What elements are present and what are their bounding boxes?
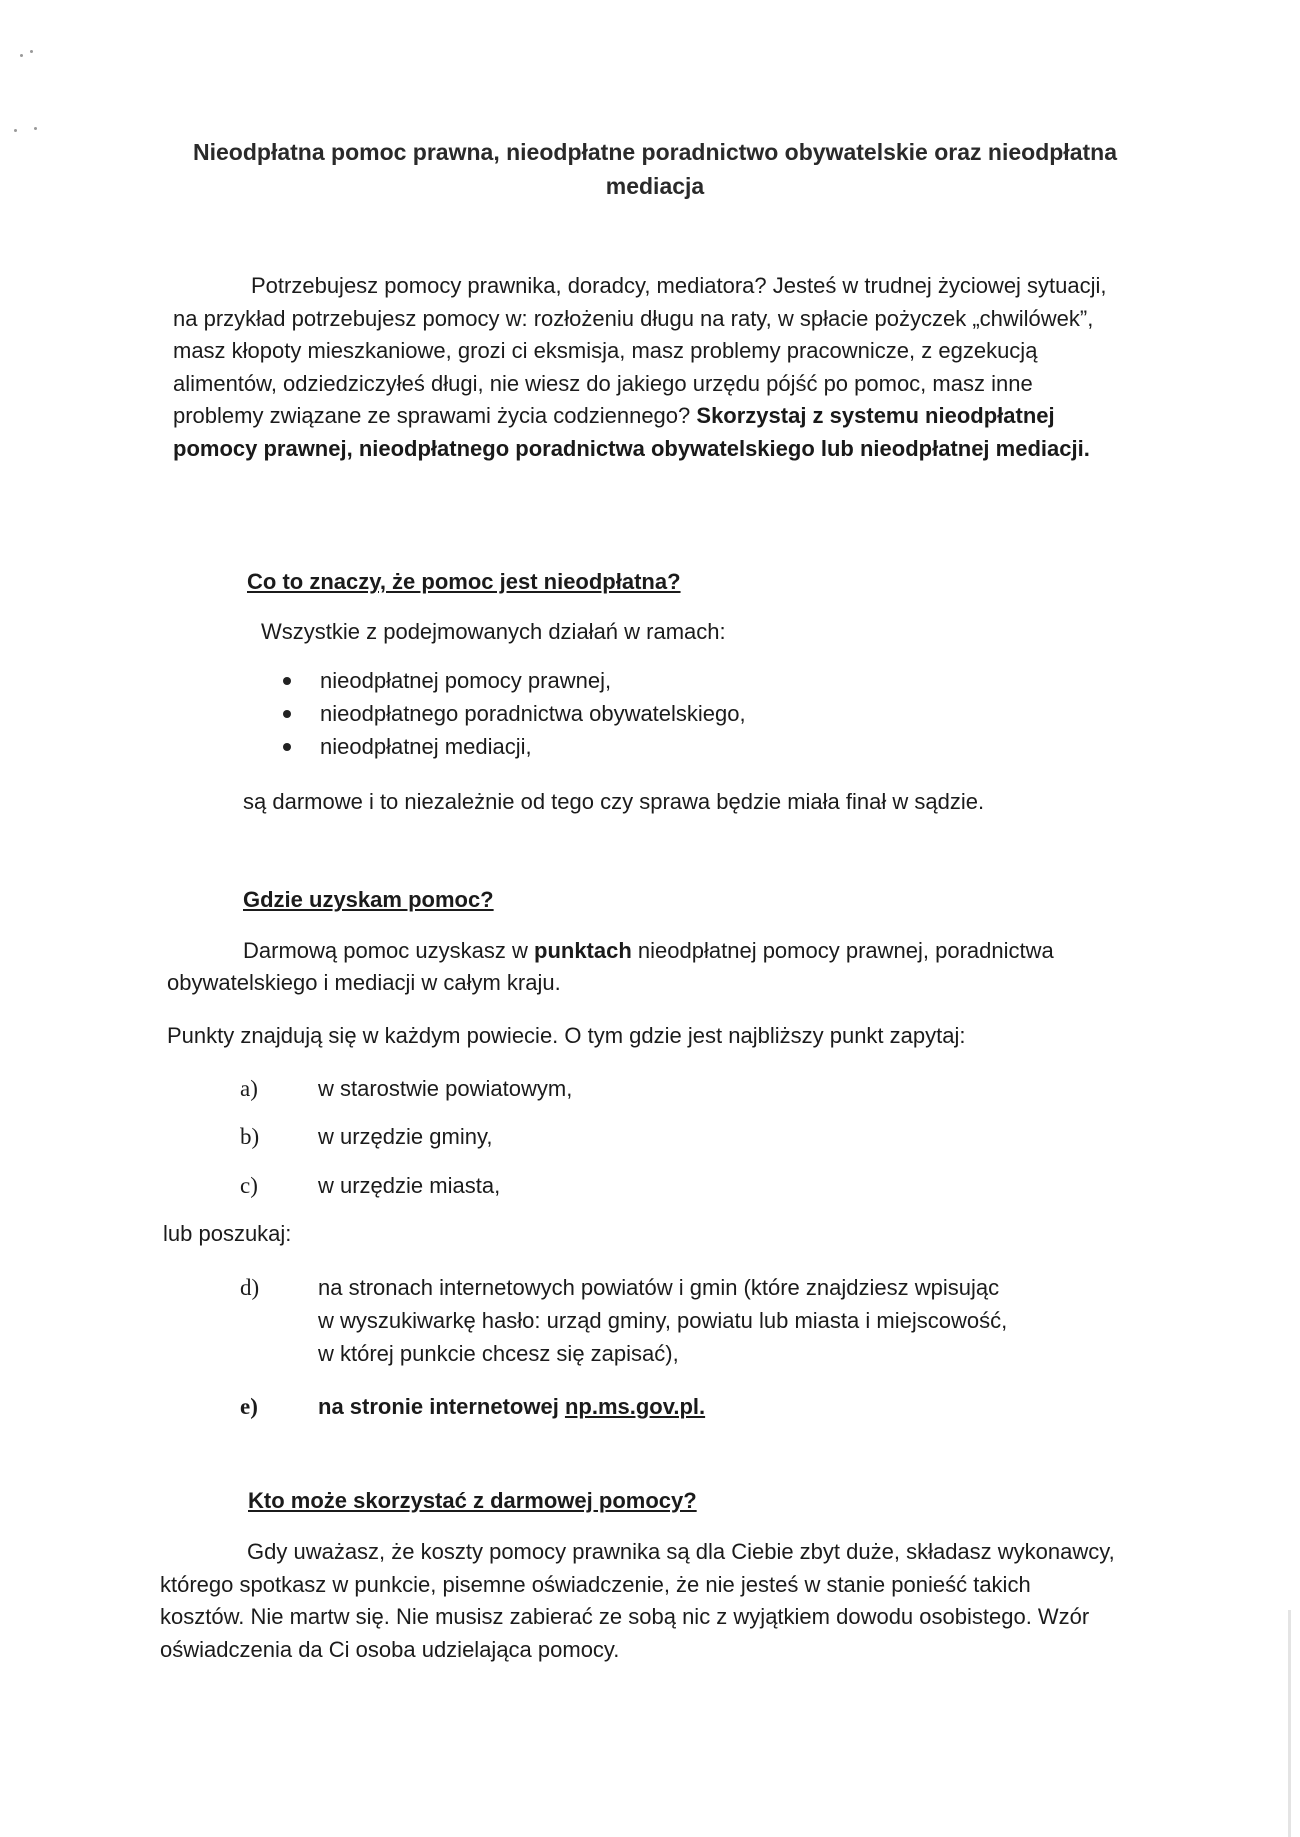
document-title [170, 135, 1140, 203]
list-item [283, 730, 746, 763]
website-link[interactable]: np.ms.gov.pl. [564, 1394, 706, 1419]
list-item-text: nieodpłatnej pomocy prawnej, [320, 668, 612, 693]
list-marker: b) [240, 1124, 260, 1149]
scan-edge [1288, 1610, 1291, 1837]
location-item-d [240, 1271, 1140, 1371]
intro-paragraph [173, 270, 1113, 465]
location-item-e-content [318, 1390, 705, 1423]
section-heading-free-help: Co to znaczy, że pomoc jest nieodpłatna? [247, 569, 681, 594]
location-item-d-line-2: w wyszukiwarkę hasło: urząd gminy, powiatu lub miasta i miejscowość, [318, 1308, 1008, 1333]
services-list [283, 664, 746, 763]
section-heading-where-help: Gdzie uzyskam pomoc? [243, 887, 494, 912]
location-item-text: w urzędzie gminy, [318, 1124, 493, 1149]
section-heading-who-can-use: Kto może skorzystać z darmowej pomocy? [248, 1488, 697, 1513]
scan-speck [34, 127, 37, 130]
location-item-e-text: na stronie internetowej [318, 1394, 559, 1419]
location-item-b [240, 1120, 840, 1153]
scan-speck [14, 129, 17, 132]
location-item-d-line-3: w której punkcie chcesz się zapisać), [318, 1341, 679, 1366]
section3-paragraph: Gdy uważasz, że koszty pomocy prawnika są dla Ciebie zbyt duże, składasz wykonawcy, którego spotkasz w punkcie, pisemne oświadczenie, że nie jesteś w stanie ponieść takich kosztów. Nie martw się. Nie musisz zabierać ze sobą nic z wyjątkiem dowodu osobistego. Wzór oświadczenia da Ci osoba udzielająca pomocy. [160, 1539, 1115, 1662]
location-item-c [240, 1169, 840, 1202]
location-item-e [240, 1390, 940, 1423]
title-line-2: mediacja [605, 173, 705, 199]
intro-text: Potrzebujesz pomocy prawnika, doradcy, mediatora? Jesteś w trudnej życiowej sytuacji, na przykład potrzebujesz pomocy w: rozłożeniu długu na raty, w spłacie pożyczek „chwilówek”, masz kłopoty mieszkaniowe, grozi ci eksmisja, masz problemy pracownicze, z egzekucją alimentów, odziedziczyłeś długi, nie wiesz do jakiego urzędu pójść po pomoc, masz inne problemy związane ze sprawami życia codziennego? [173, 273, 1107, 428]
list-marker: c) [240, 1173, 258, 1198]
points-text: Punkty znajdują się w każdym powiecie. O tym gdzie jest najbliższy punkt zapytaj: [167, 1023, 966, 1048]
bullet-icon [283, 710, 291, 718]
title-line-1: Nieodpłatna pomoc prawna, nieodpłatne poradnictwo obywatelskie oraz nieodpłatna [193, 139, 1117, 165]
location-item-text: w starostwie powiatowym, [318, 1076, 573, 1101]
list-item-text: nieodpłatnej mediacji, [320, 734, 532, 759]
section1-conclusion: są darmowe i to niezależnie od tego czy sprawa będzie miała finał w sądzie. [243, 789, 985, 814]
section2-text-after: nieodpłatnej pomocy prawnej, poradnictwa obywatelskiego i mediacji w całym kraju. [167, 938, 1054, 995]
list-marker: a) [240, 1076, 258, 1101]
location-item-text: w urzędzie miasta, [318, 1173, 501, 1198]
bullet-icon [283, 743, 291, 751]
intro-bold-text: Skorzystaj z systemu nieodpłatnej pomocy prawnej, nieodpłatnego poradnictwa obywatelskiego lub nieodpłatnej mediacji. [173, 403, 1090, 461]
location-item-a [240, 1072, 840, 1105]
list-marker: e) [240, 1394, 258, 1419]
bullet-icon [283, 677, 291, 685]
list-item [283, 664, 746, 697]
or-search-label: lub poszukaj: [163, 1221, 292, 1246]
scan-speck [30, 50, 33, 53]
section2-bold-word: punktach [534, 938, 632, 963]
list-marker: d) [240, 1275, 260, 1300]
list-item [283, 697, 746, 730]
list-item-text: nieodpłatnego poradnictwa obywatelskiego, [320, 701, 746, 726]
scan-speck [20, 54, 23, 57]
section2-text-before: Darmową pomoc uzyskasz w [243, 938, 528, 963]
section2-paragraph [167, 935, 1127, 999]
section1-lead: Wszystkie z podejmowanych działań w ramach: [261, 619, 726, 644]
location-item-d-line-1: na stronach internetowych powiatów i gmin (które znajdziesz wpisując [318, 1275, 1000, 1300]
